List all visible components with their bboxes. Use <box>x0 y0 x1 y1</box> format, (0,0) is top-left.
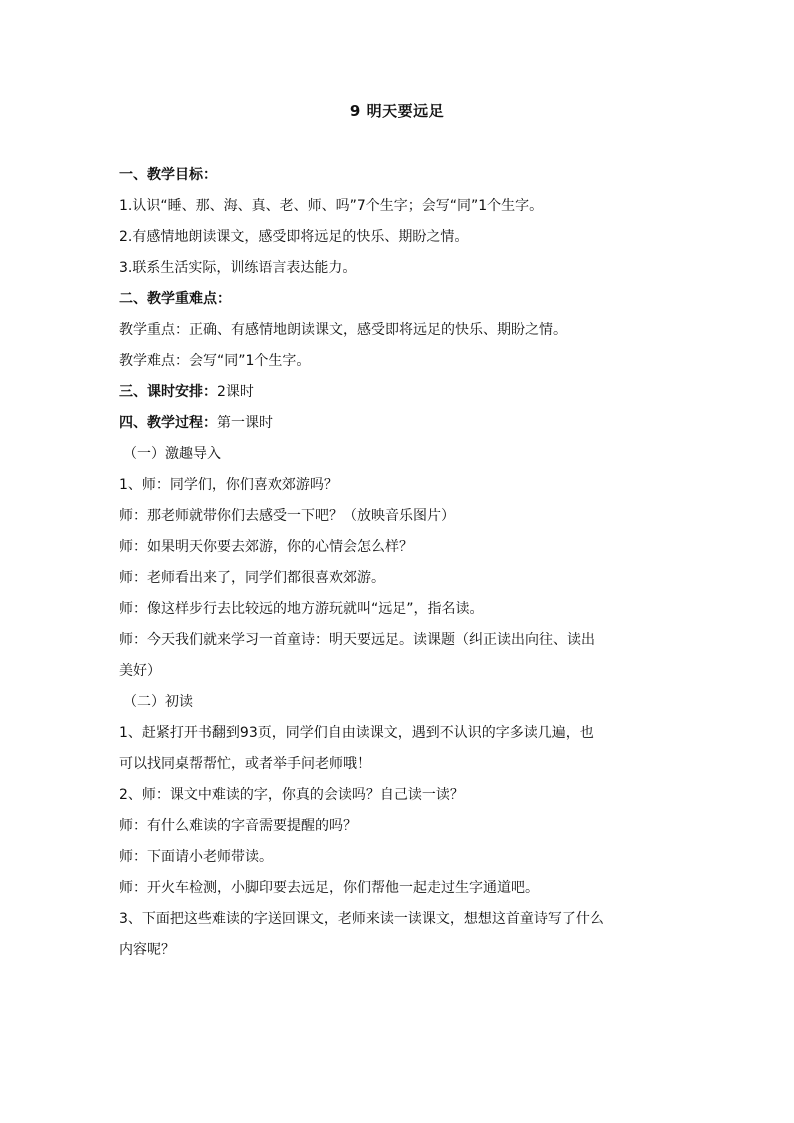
part-2-heading: （二）初读 <box>123 694 193 710</box>
objective-item-3: 3.联系生活实际，训练语言表达能力。 <box>119 260 357 276</box>
part-1-line: 美好） <box>119 663 161 679</box>
part-2-line: 可以找同桌帮帮忙，或者举手问老师哦！ <box>119 756 371 772</box>
lesson-content <box>119 160 679 966</box>
process-value: 第一课时 <box>217 415 273 431</box>
part-1-heading: （一）激趣导入 <box>123 446 221 462</box>
section-key-points-heading: 二、教学重难点： <box>119 291 231 307</box>
part-1-line: 师：今天我们就来学习一首童诗：明天要远足。读课题（纠正读出向往、读出 <box>119 632 595 648</box>
part-2-line: 内容呢？ <box>119 942 175 958</box>
schedule-value: 2课时 <box>217 384 254 400</box>
key-point-line: 教学重点：正确、有感情地朗读课文，感受即将远足的快乐、期盼之情。 <box>119 322 567 338</box>
difficult-point-line: 教学难点：会写“同”1个生字。 <box>119 353 311 369</box>
part-2-line: 3、下面把这些难读的字送回课文，老师来读一读课文，想想这首童诗写了什么 <box>119 911 604 927</box>
part-1-line: 师：老师看出来了，同学们都很喜欢郊游。 <box>119 570 385 586</box>
part-2-line: 师：有什么难读的字音需要提醒的吗？ <box>119 818 357 834</box>
part-2-line: 2、师：课文中难读的字，你真的会读吗？自己读一读？ <box>119 787 464 803</box>
part-1-line: 师：那老师就带你们去感受一下吧？（放映音乐图片） <box>119 508 455 524</box>
objective-item-2: 2.有感情地朗读课文，感受即将远足的快乐、期盼之情。 <box>119 229 469 245</box>
schedule-label: 三、课时安排： <box>119 384 217 400</box>
section-objectives-heading: 一、教学目标： <box>119 167 217 183</box>
process-label: 四、教学过程： <box>119 415 217 431</box>
part-1-line: 师：如果明天你要去郊游，你的心情会怎么样？ <box>119 539 413 555</box>
section-schedule <box>119 377 679 408</box>
part-1-line: 师：像这样步行去比较远的地方游玩就叫“远足”，指名读。 <box>119 601 484 617</box>
lesson-title: 9 明天要远足 <box>349 102 445 120</box>
objective-item-1: 1.认识“睡、那、海、真、老、师、吗”7个生字；会写“同”1个生字。 <box>119 198 544 214</box>
part-2-line: 1、赶紧打开书翻到93页，同学们自由读课文，遇到不认识的字多读几遍，也 <box>119 725 594 741</box>
part-2-line: 师：开火车检测，小脚印要去远足，你们帮他一起走过生字通道吧。 <box>119 880 539 896</box>
part-1-line: 1、师：同学们，你们喜欢郊游吗？ <box>119 477 338 493</box>
part-2-line: 师：下面请小老师带读。 <box>119 849 273 865</box>
section-process <box>119 408 679 439</box>
